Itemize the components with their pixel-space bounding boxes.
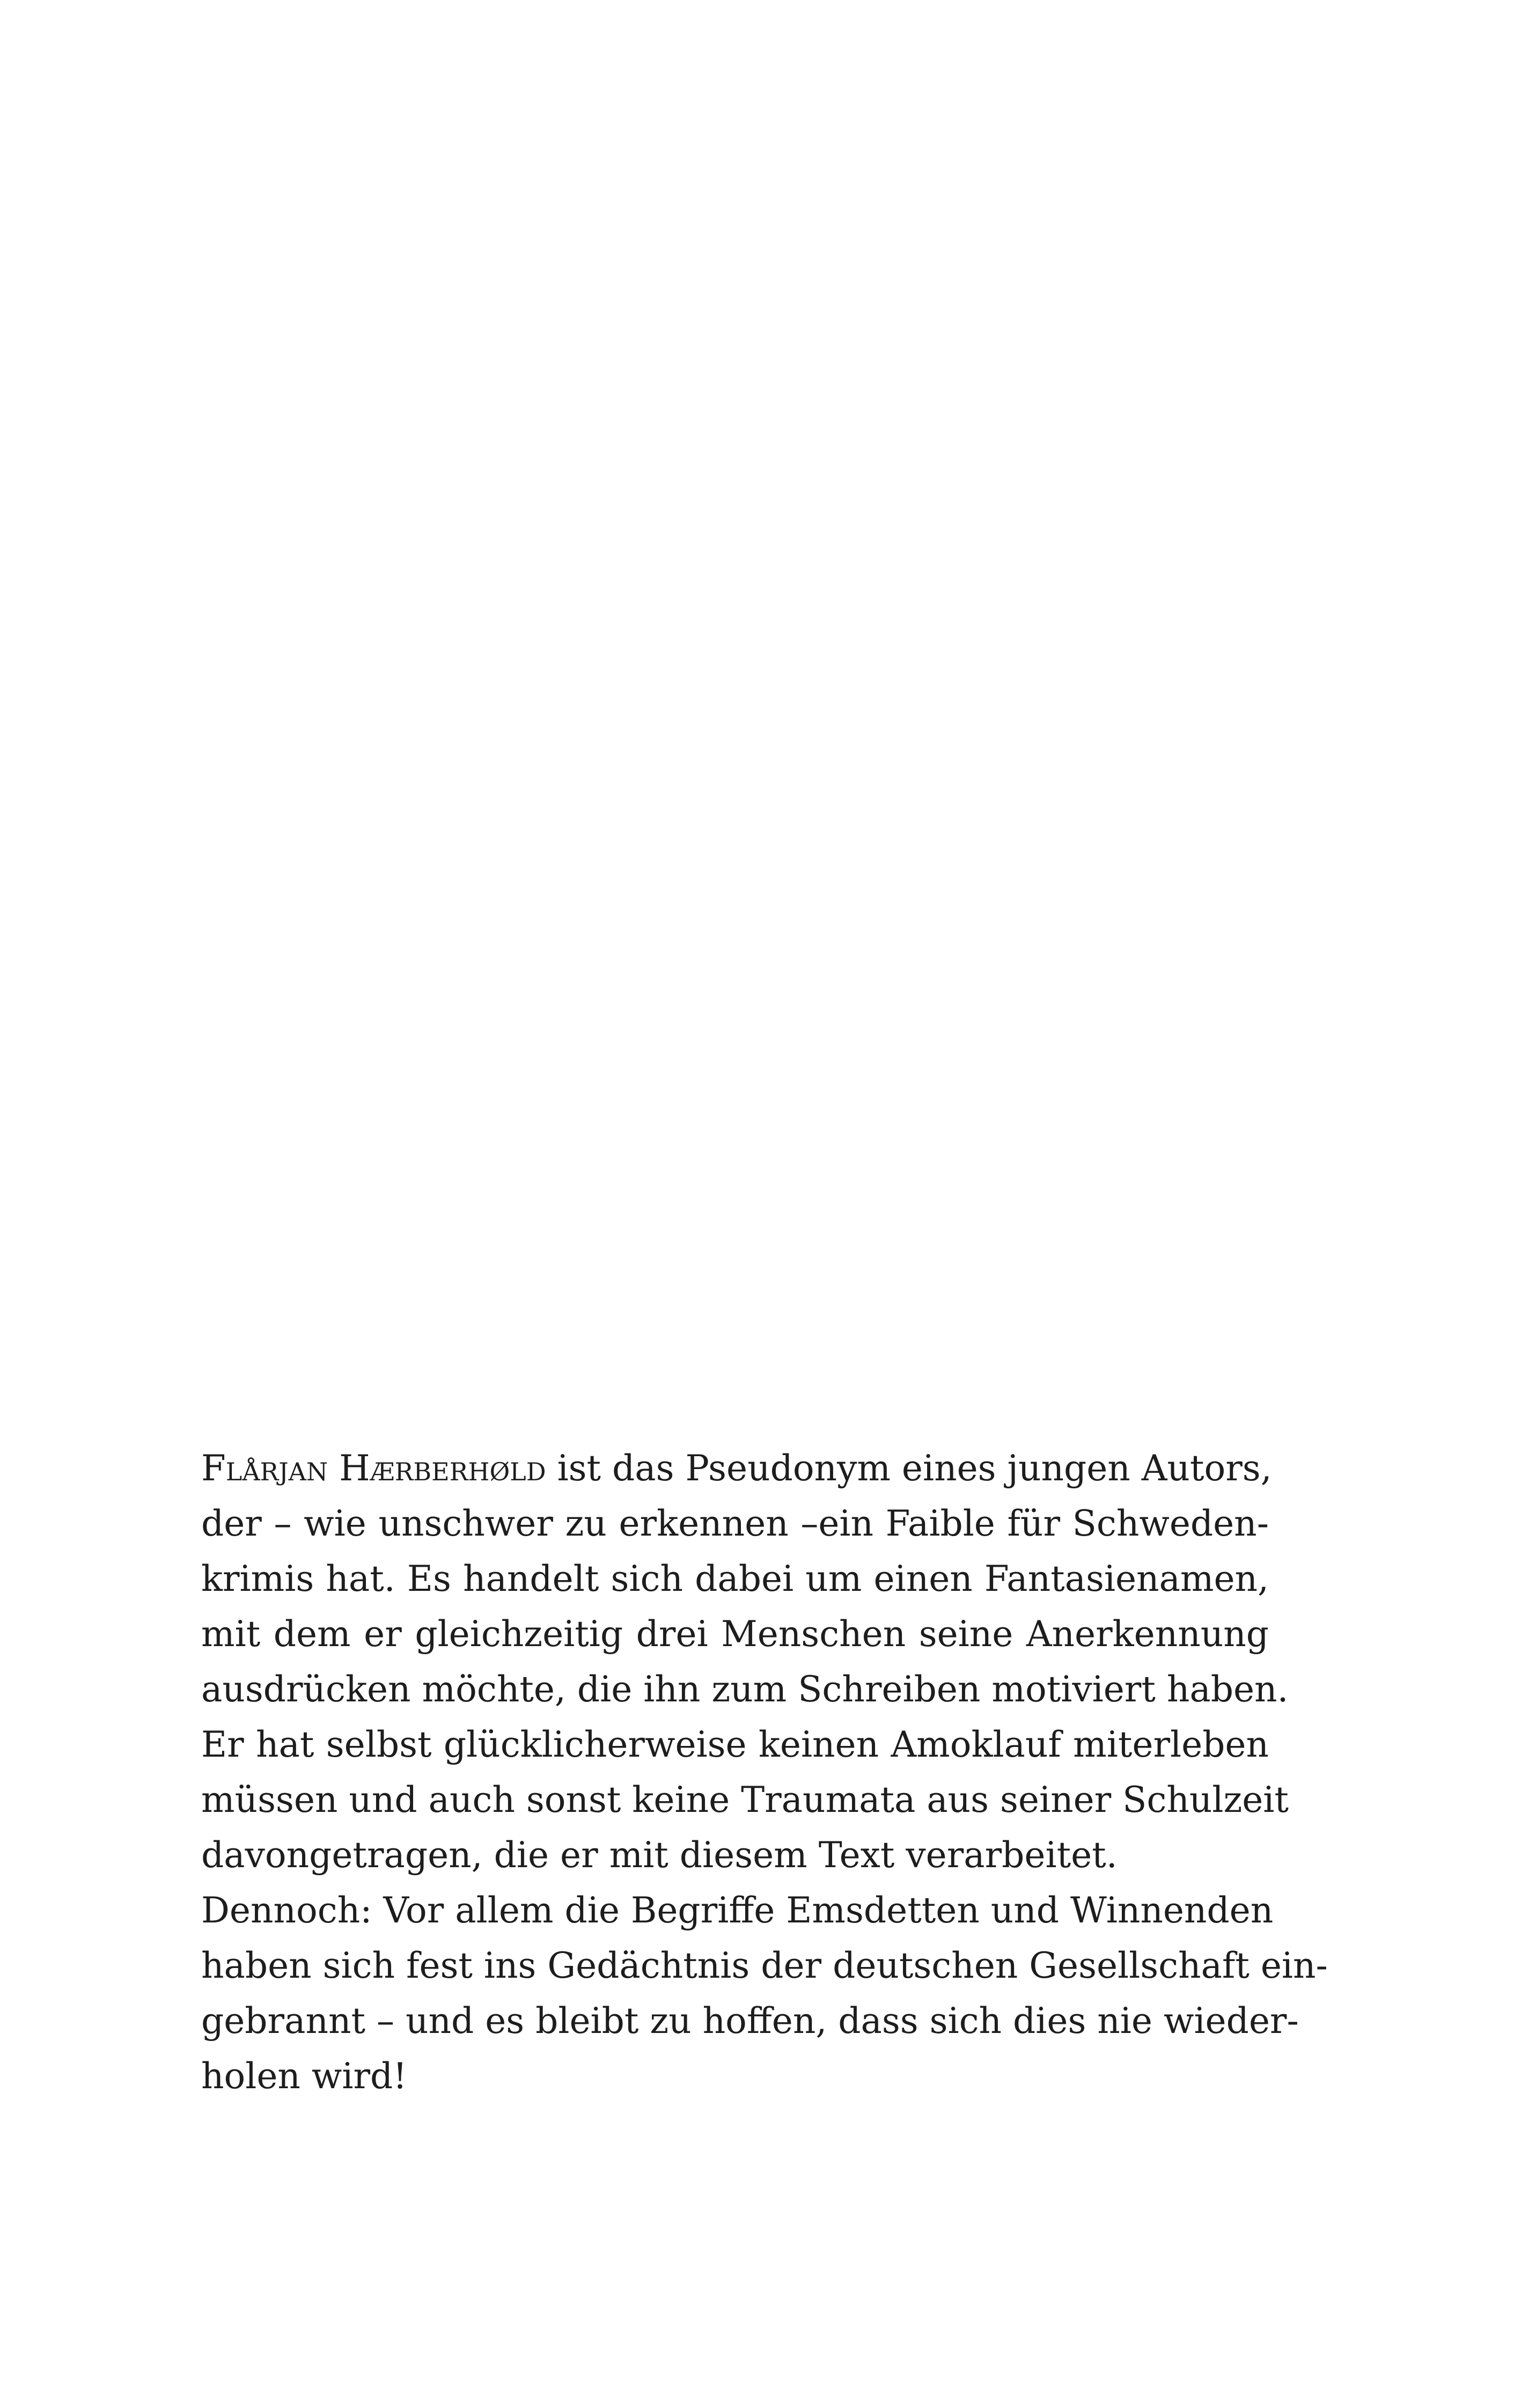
bio-line-6: Er hat selbst glücklicherweise keinen Amoklauf miterleben <box>201 1724 1269 1765</box>
bio-line-7: müssen und auch sonst keine Traumata aus seiner Schulzeit <box>201 1779 1289 1820</box>
author-bio-paragraph <box>201 1441 1328 2104</box>
bio-line-2: der – wie unschwer zu erkennen –ein Faible für Schweden- <box>201 1503 1269 1544</box>
bio-line-3: krimis hat. Es handelt sich dabei um einen Fantasienamen, <box>201 1558 1269 1599</box>
bio-line-12: holen wird! <box>201 2055 407 2097</box>
bio-line-4: mit dem er gleichzeitig drei Menschen seine Anerkennung <box>201 1613 1269 1655</box>
bio-line-5: ausdrücken möchte, die ihn zum Schreiben motiviert haben. <box>201 1669 1289 1710</box>
bio-line-11: gebrannt – und es bleibt zu hoffen, dass sich dies nie wieder- <box>201 2000 1299 2042</box>
bio-line-1-text: ist das Pseudonym eines jungen Autors, <box>546 1448 1272 1489</box>
bio-line-9: Dennoch: Vor allem die Begriffe Emsdetten und Winnenden <box>201 1890 1274 1931</box>
bio-line-1 <box>201 1441 1272 1496</box>
bio-line-8: davongetragen, die er mit diesem Text verarbeitet. <box>201 1834 1118 1876</box>
author-name: Flårjan Hærberhøld <box>201 1448 546 1489</box>
bio-line-10: haben sich fest ins Gedächtnis der deutschen Gesellschaft ein- <box>201 1945 1328 1986</box>
